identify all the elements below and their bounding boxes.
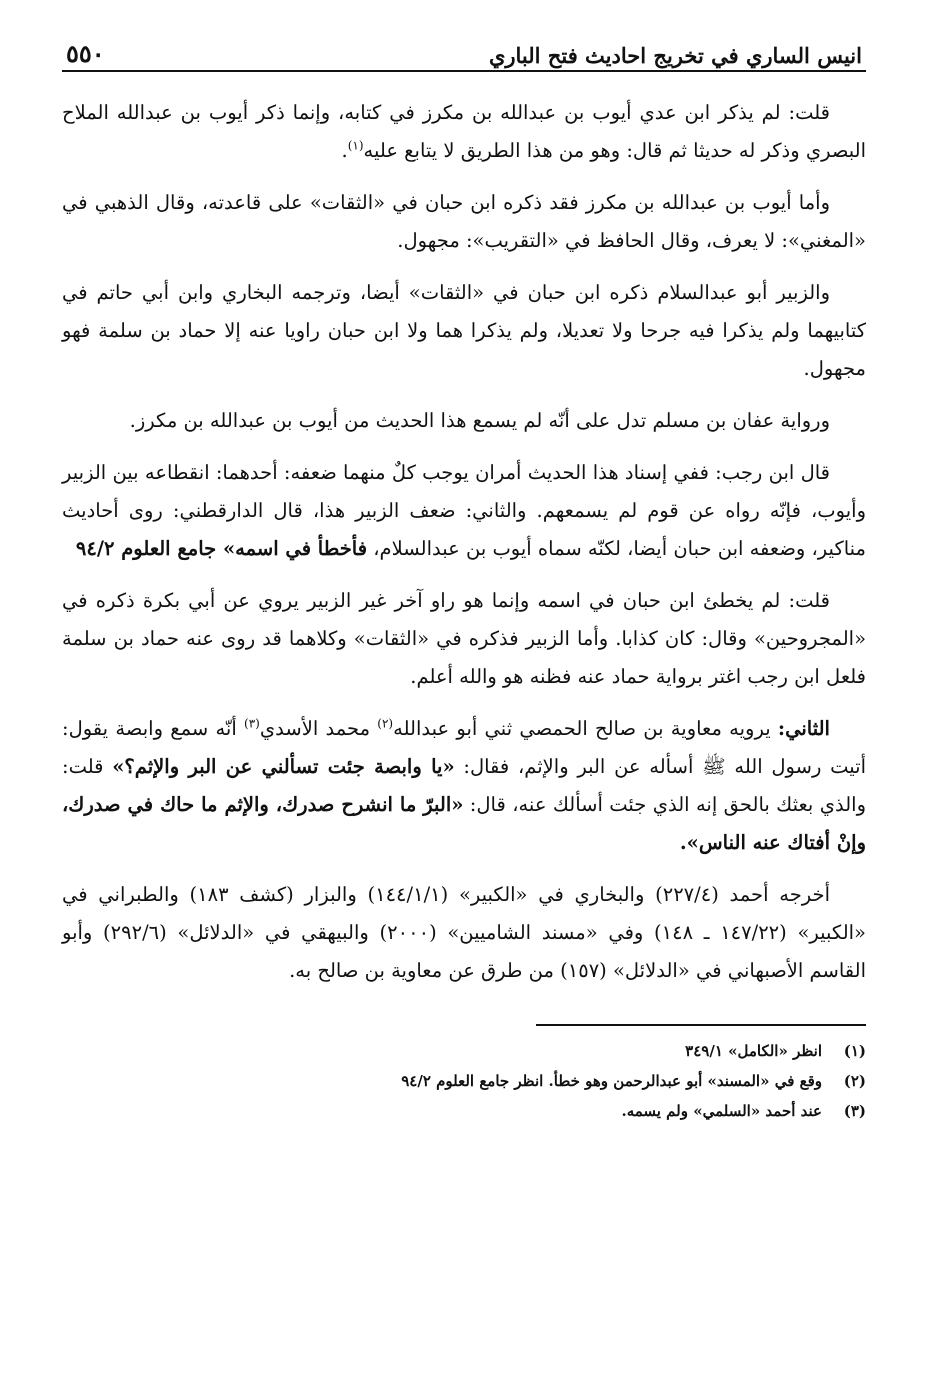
footnote-ref-3: (٣) [244,716,260,731]
main-text [62,94,866,990]
paragraph-4: ورواية عفان بن مسلم تدل على أنّه لم يسمع هذا الحديث من أيوب بن عبدالله بن مكرز. [129,409,830,432]
footnote-number: (٣) [843,1102,866,1120]
footnote-divider [536,1024,866,1026]
footnotes [62,1036,866,1126]
hadith-text-2: «البرّ ما انشرح صدرك، والإثم ما حاك في صدرك، وإنْ أفتاك عنه الناس». [62,793,866,854]
isnad-text: يرويه معاوية بن صالح الحمصي ثني أبو عبدالله [393,717,778,740]
footnote-text: عند أحمد «السلمي» ولم يسمه. [621,1102,822,1120]
hadith-text-1: «يا وابصة جئت تسألني عن البر والإثم؟» [112,755,455,778]
paragraph-6: قلت: لم يخطئ ابن حبان في اسمه وإنما هو راو آخر غير الزبير يروي عن أبي بكرة ذكره في «المجروحين» وقال: كان كذابا. وأما الزبير فذكره في «الثقات» وكلاهما قد روى عنه حماد بن سلمة فلعل ابن رجب اغتر برواية حماد عنه فظنه هو والله أعلم. [62,589,866,688]
footnote-ref-1: (١) [347,138,364,153]
footnote-number: (٢) [843,1072,866,1090]
footnote-text: وقع في «المسند» أبو عبدالرحمن وهو خطأ. انظر جامع العلوم ٩٤/٢ [401,1072,822,1090]
isnad-text-4: قلت: والذي بعثك بالحق إنه الذي جئت أسألك عنه، قال: [62,755,866,816]
paragraph-1-text: قلت: لم يذكر ابن عدي أيوب بن عبدالله بن مكرز في كتابه، وإنما ذكر أيوب بن عبدالله الملاح البصري وذكر له حديثا ثم قال: وهو من هذا الطريق لا يتابع عليه [62,101,866,162]
footnote-text: انظر «الكامل» ٣٤٩/١ [685,1042,822,1060]
paragraph-8: أخرجه أحمد (٢٢٧/٤) والبخاري في «الكبير» (١٤٤/١/١) والبزار (كشف ١٨٣) والطبراني في «الكبير» (١٤٧/٢٢ ـ ١٤٨) وفي «مسند الشاميين» (٢٠٠٠) والبيهقي في «الدلائل» (٢٩٢/٦) وأبو القاسم الأصبهاني في «الدلائل» (١٥٧) من طرق عن معاوية بن صالح به. [62,883,866,982]
isnad-text-2: محمد الأسدي [259,717,378,740]
footnote-3 [62,1096,866,1126]
paragraph-1-tail: . [341,139,348,162]
page-number: ٥٥٠ [66,39,105,68]
book-page [62,36,866,1356]
paragraph-5 [62,454,866,568]
second-hadith-label: الثاني: [777,717,830,740]
footnote-ref-2: (٢) [377,716,394,731]
paragraph-3: والزبير أبو عبدالسلام ذكره ابن حبان في «الثقات» أيضا، وترجمه البخاري وابن أبي حاتم في كتابيهما ولم يذكرا فيه جرحا ولا تعديلا، ولم يذكرا هما ولا ابن حبان راويا عنه إلا حماد بن سلمة فهو مجهول. [62,281,866,380]
paragraph-7 [62,710,866,862]
footnote-number: (١) [843,1042,866,1060]
footnote-1 [62,1036,866,1066]
ibn-rajab-quote: قال ابن رجب: ففي إسناد هذا الحديث أمران يوجب كلٌ منهما ضعفه: أحدهما: انقطاعه بين الزبير وأيوب، فإنّه رواه عن قوم لم يسمعهم. والثاني: ضعف الزبير هذا، قال الدارقطني: روى أحاديث مناكير، وضعفه ابن حبان أيضا، لكنّه سماه أيوب بن عبدالسلام، [62,461,866,560]
paragraph-2: وأما أيوب بن عبدالله بن مكرز فقد ذكره ابن حبان في «الثقات» على قاعدته، وقال الذهبي في «المغني»: لا يعرف، وقال الحافظ في «التقريب»: مجهول. [62,191,866,252]
paragraph-1 [62,94,866,170]
footnote-2 [62,1066,866,1096]
isnad-text-3: أنّه سمع وابصة يقول: أتيت رسول الله ﷺ أسأله عن البر والإثم، فقال: [62,717,866,778]
running-title: انيس الساري في تخريج احاديث فتح الباري [488,43,862,68]
page-header [62,36,866,72]
ibn-rajab-quote-end: فأخطأ في اسمه» جامع العلوم ٩٤/٢ [75,537,368,560]
